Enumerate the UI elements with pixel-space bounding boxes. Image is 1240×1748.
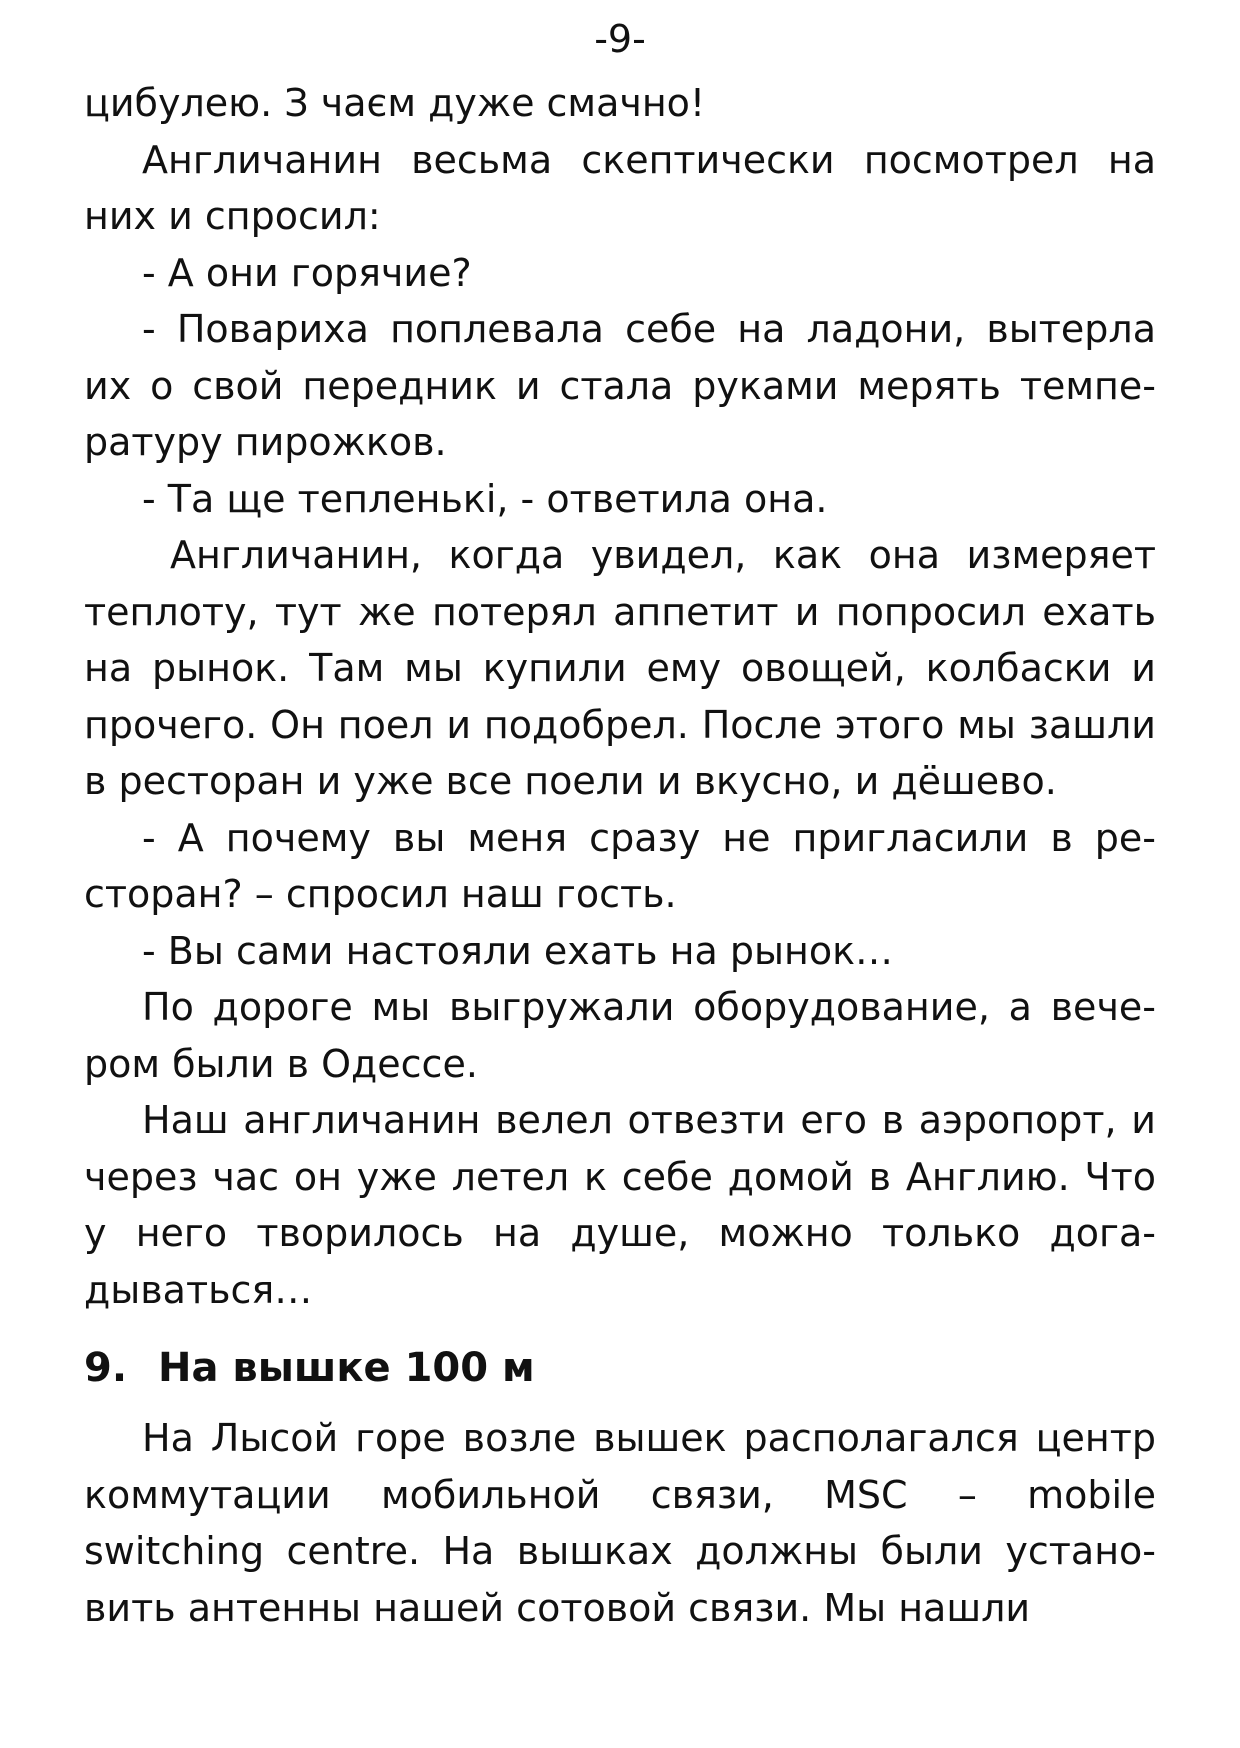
paragraph: Наш англичанин велел отвезти его в аэропорт, и через час он уже летел к себе домой в Англию. Что у него творилось на душе, можно только догадываться…: [84, 1098, 1156, 1312]
section-heading: [84, 1340, 1156, 1396]
page-content: [84, 75, 1156, 1636]
paragraph: - Та ще тепленькі, - ответила она.: [142, 476, 828, 521]
paragraph: - А почему вы меня сразу не пригласили в ресторан? – спросил наш гость.: [84, 815, 1156, 916]
paragraph: На Лысой горе возле вышек располагался центр коммутации мобильной связи, MSC – mobile switching centre. На вышках должны были установить антенны нашей сотовой связи. Мы нашли: [84, 1416, 1156, 1630]
section-number: 9.: [84, 1345, 128, 1391]
paragraph: По дороге мы выгружали оборудование, а вечером были в Одессе.: [84, 985, 1156, 1086]
paragraph: - Повариха поплевала себе на ладони, вытерла их о свой передник и стала руками мерять температуру пирожков.: [84, 307, 1156, 464]
page-number: -9-: [594, 17, 646, 61]
paragraph: цибулею. З чаєм дуже смачно!: [84, 81, 706, 125]
paragraph: - А они горячие?: [142, 250, 472, 295]
paragraph: Англичанин весьма скептически посмотрел на них и спросил:: [84, 137, 1156, 238]
paragraph: Англичанин, когда увидел, как она измеряет теплоту, тут же потерял аппетит и попросил ехать на рынок. Там мы купили ему овощей, колбаски и прочего. Он поел и подобрел. После этого мы зашли в ресторан и уже все поели и вкусно, и дёшево.: [84, 533, 1156, 803]
section-title: На вышке 100 м: [158, 1345, 535, 1391]
paragraph: - Вы сами настояли ехать на рынок…: [142, 928, 894, 973]
